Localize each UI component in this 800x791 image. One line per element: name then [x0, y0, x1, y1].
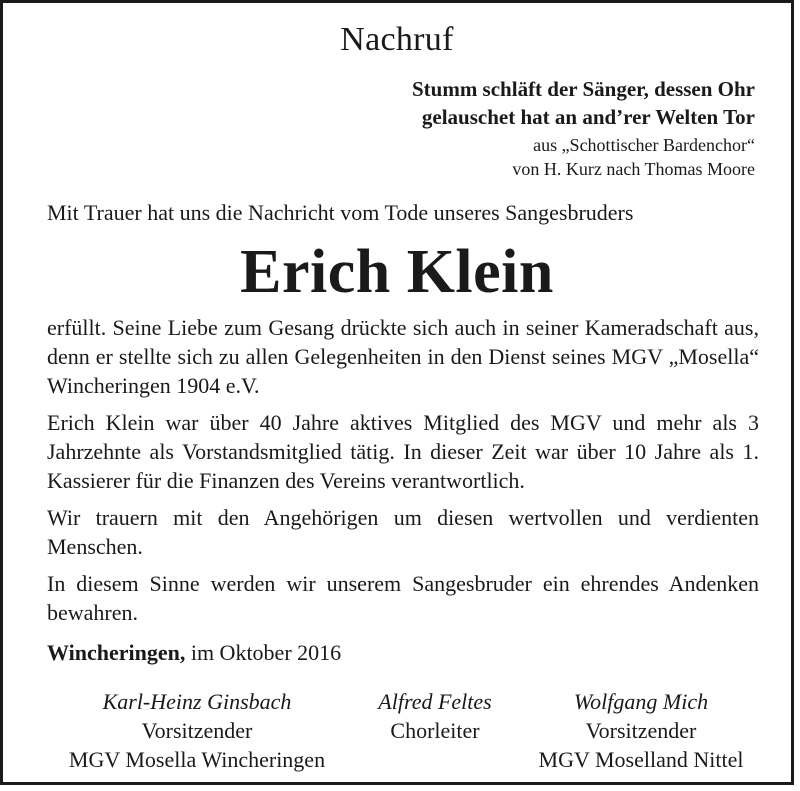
signatory [513, 687, 769, 774]
motto-quote [412, 75, 755, 131]
deceased-name: Erich Klein [240, 238, 554, 306]
place-city: Wincheringen, [47, 640, 186, 665]
motto-source [512, 133, 755, 181]
source-line: von H. Kurz nach Thomas Moore [512, 159, 755, 179]
signatory [47, 687, 347, 774]
motto-line: Stumm schläft der Sänger, dessen Ohr [411, 77, 755, 101]
source-line: aus „Schottischer Bardenchor“ [533, 135, 755, 155]
signatory-org: MGV Mosella Wincheringen [68, 747, 326, 772]
signatory-role: Vorsitzender [585, 718, 697, 743]
notice-title: Nachruf [340, 21, 454, 58]
intro-text: Mit Trauer hat uns die Nachricht vom Tode unseres Sangesbruders [47, 200, 634, 225]
signatory [351, 687, 519, 745]
signatory-role: Chorleiter [390, 718, 480, 743]
paragraph: erfüllt. Seine Liebe zum Gesang drückte sich auch in seiner Kameradschaft aus, denn er stellte sich zu allen Gelegenheiten in den Dienst seines MGV „Mosella“ Wincheringen 1904 e.V. [47, 315, 759, 398]
signatory-name: Wolfgang Mich [573, 689, 709, 714]
paragraph: Erich Klein war über 40 Jahre aktives Mitglied des MGV und mehr als 3 Jahrzehnte als Vorstandsmitglied tätig. In dieser Zeit war über 10 Jahre als 1. Kassierer für die Finanzen des Vereins verantwortlich. [47, 410, 759, 493]
motto-line: gelauschet hat an and’rer Welten Tor [421, 105, 755, 129]
signatory-name: Alfred Feltes [378, 689, 492, 714]
body-text [47, 313, 759, 635]
signatory-org: MGV Moselland Nittel [538, 747, 744, 772]
signatory-role: Vorsitzender [141, 718, 253, 743]
place-date-text: im Oktober 2016 [185, 640, 342, 665]
place-date [47, 639, 341, 667]
signatory-name: Karl-Heinz Ginsbach [102, 689, 292, 714]
paragraph: In diesem Sinne werden wir unserem Sangesbruder ein ehrendes Andenken bewahren. [47, 571, 759, 625]
paragraph: Wir trauern mit den Angehörigen um diesen wertvollen und verdienten Menschen. [47, 505, 759, 559]
